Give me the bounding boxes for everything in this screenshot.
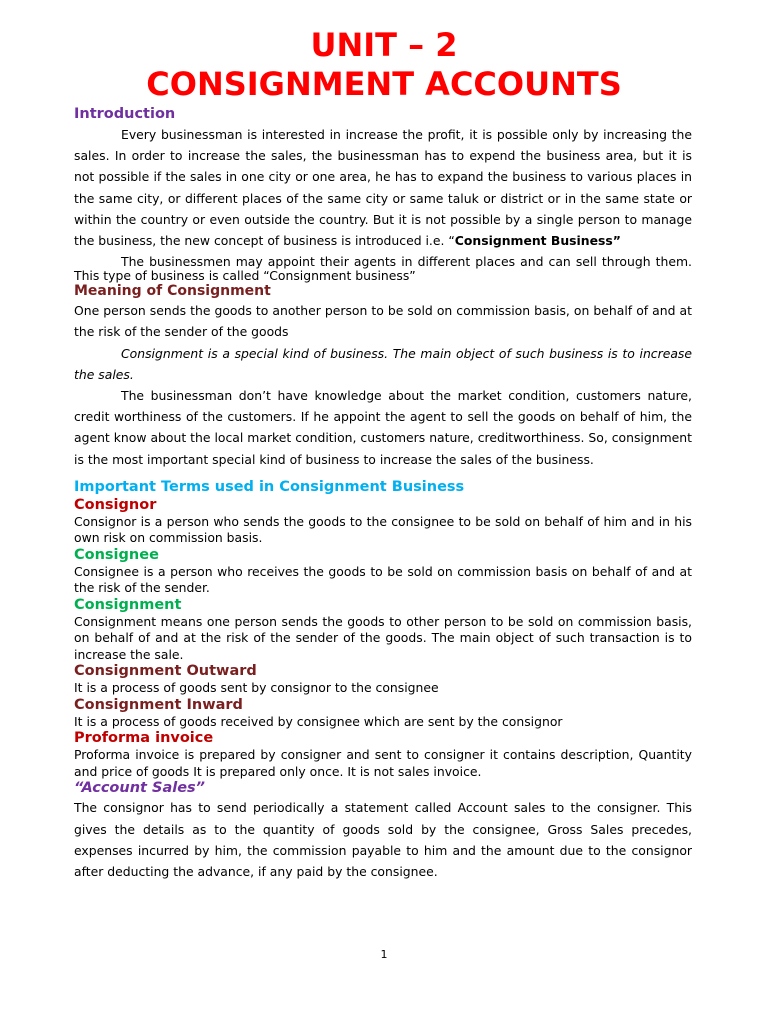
unit-title: UNIT – 2 — [310, 26, 458, 64]
account-sales-heading: “Account Sales” — [74, 780, 206, 797]
meaning-explanation: The businessman don’t have knowledge about the market condition, customers nature, credit worthiness of the customers. If he appoint the agent to sell the goods on behalf of him, the agent know about the local market condition, customers nature, creditworthiness. So, consignment is the most important special kind of business to increase the sales of the business. — [74, 388, 692, 467]
page-number: 1 — [380, 948, 388, 961]
agents-paragraph: The businessmen may appoint their agents in different places and can sell through them. This type of business is called “Consignment business” — [74, 254, 692, 284]
consignment-outward-heading: Consignment Outward — [74, 663, 257, 680]
consignee-heading: Consignee — [74, 546, 159, 563]
important-terms-heading: Important Terms used in Consignment Business — [74, 478, 465, 495]
introduction-paragraph — [74, 124, 692, 251]
introduction-heading: Introduction — [74, 106, 176, 122]
document-body — [74, 105, 692, 882]
account-sales-text: The consignor has to send periodically a statement called Account sales to the consigner. This gives the details as to the quantity of goods sold by the consignee, Gross Sales precedes, expenses incurred by him, the commission payable to him and the amount due to the consignor after deducting the advance, if any paid by the consignee. — [74, 800, 692, 879]
consignor-heading: Consignor — [74, 496, 157, 513]
proforma-invoice-heading: Proforma invoice — [74, 730, 214, 747]
consignment-inward-text: It is a process of goods received by consignee which are sent by the consignor — [74, 713, 563, 729]
consignment-text: Consignment means one person sends the goods to other person to be sold on commission basis, on behalf of and at the risk of the sender of the goods. The main object of such transaction is to increase the sale. — [74, 613, 692, 662]
meaning-heading: Meaning of Consignment — [74, 283, 271, 300]
introduction-text: Every businessman is interested in increase the profit, it is possible only by increasing the sales. In order to increase the sales, the businessman has to expend the business area, but it is not possible if the sales in one city or one area, he has to expand the business to various places in the same city, or different places of the same city or same taluk or district or in the same state or within the country or even outside the country. But it is not possible by a single person to manage the business, the new concept of business is introduced i.e. “ — [74, 127, 692, 249]
consignment-outward-text: It is a process of goods sent by consignor to the consignee — [74, 680, 439, 696]
proforma-invoice-text: Proforma invoice is prepared by consigner and sent to consigner it contains description, Quantity and price of goods It is prepared only once. It is not sales invoice. — [74, 747, 692, 779]
consignor-text: Consignor is a person who sends the goods to the consignee to be sold on behalf of him and in his own risk on commission basis. — [74, 513, 692, 546]
meaning-italic-note: Consignment is a special kind of business. The main object of such business is to increase the sales. — [74, 345, 692, 382]
consignment-inward-heading: Consignment Inward — [74, 696, 243, 713]
consignment-business-term: Consignment Business” — [454, 233, 621, 249]
meaning-definition: One person sends the goods to another person to be sold on commission basis, on behalf of and at the risk of the sender of the goods — [74, 303, 692, 340]
consignment-heading: Consignment — [74, 596, 182, 613]
chapter-title: CONSIGNMENT ACCOUNTS — [146, 65, 622, 103]
consignee-text: Consignee is a person who receives the goods to be sold on commission basis on behalf of and at the risk of the sender. — [74, 563, 692, 596]
